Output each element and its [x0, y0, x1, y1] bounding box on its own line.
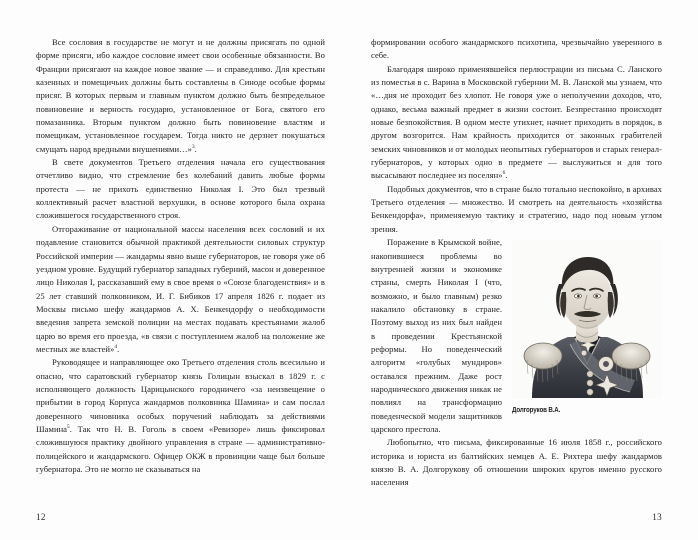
paragraph-tail: .	[117, 343, 120, 354]
footnote-marker: 4	[114, 344, 118, 351]
figure-portrait	[512, 240, 662, 416]
paragraph	[371, 183, 662, 236]
paragraph-text: В свете документов Третьего отделения начала его существования отчетливо видно, что стремление без колебаний давить любые формы протеста — не прихоть единственно Николая I. Это был трезвый коллективный расчет властной верхушки, в основе которого была охрана сложившегося государственного строя.	[36, 157, 325, 221]
paragraph-tail: . Так что Н. В. Гоголь в своем «Ревизоре» лишь фиксировал сложившуюся практику двойного управления в стране — административно-полицейского и жандармского. Офицер ОКЖ в провинции чаще был больше губернатора. Это не могло не сказываться на	[36, 423, 325, 474]
page-number-right: 13	[652, 512, 662, 522]
paragraph-text: Руководящее и направляющее око Третьего отделения столь всесильно и опасно, что саратовский губернатор князь Голицын взыскал в 1829 г. с исполняющего должность Царицынского городничего «за неизвещение о прибытии в город Корпуса жандармов полковника Шамина» и сам послал доверенного чиновника особых поручений наблюдать за действиями Шамина	[36, 357, 325, 434]
footnote-marker: 6	[502, 170, 506, 177]
footnote-marker: 5	[67, 424, 70, 431]
paragraph-text: Благодаря широко применявшейся перлюстрации из письма С. Ланского из поместья в с. Варина в Московской губернии М. В. Ланской мы узнаем, что «…дня не проходит без хлопот. Не говоря уже о неполучении доходов, что, однако, весьма важный предмет в жизни состоит. Безпрестанно происходят новые безпокойствия. В одном месте утихнет, начнет приходить в порядок, в другом возгорится. Нам крайность приходится от законных грабителей земских чиновников и от молодых неопытных губернаторов и старых генерал-губернаторов, у которых одно в предмете — выслужиться и для того высасывают последнее из поселян»	[371, 63, 662, 181]
paragraph-text: Поражение в Крымской войне, накопившиеся проблемы во внутренней жизни и экономике страны, смерть Николая I (что, возможно, и было главным) резко накалило обстановку в стране. Поэтому выход из них был найден в проведении Крестьянской реформы. Но поведенческий алгоритм «голубых мундиров» оставался прежним. Даже рост народнического движения никак не повлиял на трансформацию поведенческой модели защитников царского престола.	[371, 237, 502, 434]
paragraph	[36, 156, 325, 223]
page-right	[349, 0, 698, 540]
paragraph-text: Подобных документов, что в стране было тотально неспокойно, в архивах Третьего отделения — множество. И смотреть на деятельность «хозяйства Бенкендорфа», применяемую тактику и стратегию, надо под новым углом зрения.	[371, 183, 662, 234]
paragraph	[371, 63, 662, 183]
figure-caption: Долгоруков В.А.	[512, 405, 561, 415]
paragraph-text: Все сословия в государстве не могут и не должны присягать по одной форме присяги, ибо каждое сословие имеет свои особенные обязанности. Во Франции присягают на каждое новое звание — и справедливо. Для крестьян казенных и помещичьих должны быть составлены в Синоде особые формы присяг. В которых первым и главным пунктом должно быть безпредельное повиновение и верность государю, установленное от Бога, святого его помазанника. Вторым пунктом должно быть повиновение властям и помещикам, установленное государем. Тогда никто не дерзнет покушаться смущать народ вредными внушениями…»	[36, 37, 325, 154]
page-number-left: 12	[36, 512, 46, 522]
portrait-image	[512, 240, 662, 398]
paragraph	[371, 436, 662, 489]
footnote-marker: 3	[191, 143, 195, 150]
paragraph	[36, 223, 325, 356]
paragraph-tail: .	[194, 143, 197, 154]
paragraph-text: Любопытно, что письма, фиксированные 16 июля 1858 г., российского историка и юриста из балтийских немцев А. Е. Рихтера шефу жандармов князю В. А. Долгорукову об отношении широких кругов именно русского населения	[371, 437, 662, 488]
paragraph	[36, 356, 325, 476]
paragraph-tail: .	[505, 170, 508, 181]
left-page-body	[36, 36, 325, 476]
paragraph	[371, 36, 662, 63]
right-page-body	[371, 36, 662, 490]
paragraph-text: формировании особого жандармского психотипа, чрезвычайно уверенного в себе.	[371, 37, 662, 61]
paragraph	[36, 36, 325, 156]
paragraph-text: Отгораживание от национальной массы населения всех сословий и их подавление становится обычной практикой деятельности силовых структур Российской империи — жандармы явно выше губернаторов, не говоря уже об уездном уровне. Будущий губернатор западных губерний, масон и доверенное лицо Николая I, рассказавший ему в свое время о «Союзе благоденствия» и в 25 лет ставший полковником, И. Г. Бибиков 17 апреля 1826 г. подает из Москвы письмо шефу жандармов А. Х. Бенкендорфу о необходимости введения запрета земской полиции на местах подавать крестьянами жалоб царю во время его проезда, «в связи с поступлением жалоб на положение же местных же властей»	[36, 223, 325, 354]
